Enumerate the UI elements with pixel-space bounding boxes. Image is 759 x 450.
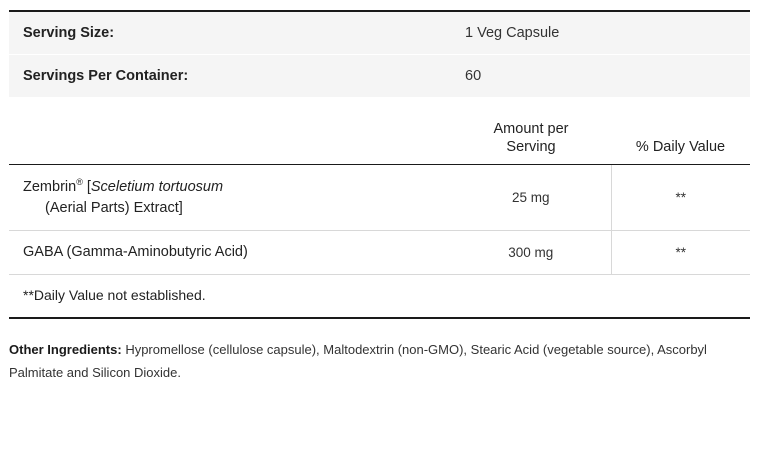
ingredient-name-text: GABA (Gamma-Aminobutyric Acid) (23, 244, 248, 261)
serving-size-label: Serving Size: (9, 12, 451, 55)
ingredient-name-line2: (Aerial Parts) Extract] (45, 200, 183, 217)
ingredient-daily-value: ** (611, 231, 750, 275)
other-ingredients (9, 339, 744, 385)
supplement-facts-panel (0, 10, 759, 385)
table-row (9, 165, 750, 231)
amount-header-line2: Serving (506, 139, 556, 156)
serving-size-value: 1 Veg Capsule (451, 12, 750, 55)
registered-mark: ® (76, 177, 83, 188)
servings-per-container-value: 60 (451, 55, 750, 98)
ingredient-name-text: Zembrin (23, 179, 77, 196)
ingredient-name (9, 165, 451, 231)
table-row (9, 231, 750, 275)
other-ingredients-text: Hypromellose (cellulose capsule), Maltodextrin (non-GMO), Stearic Acid (vegetable source), Ascorbyl Palmitate and Silicon Dioxide. (9, 342, 707, 380)
table-row (9, 55, 750, 98)
ingredient-amount: 25 mg (451, 165, 611, 231)
bottom-divider (9, 317, 750, 319)
amount-per-serving-header (451, 120, 611, 165)
column-header-row (9, 120, 750, 165)
section-spacer (9, 98, 750, 121)
servings-per-container-label: Servings Per Container: (9, 55, 451, 98)
ingredient-column-header (9, 120, 451, 165)
ingredient-bracket: [ (82, 179, 91, 196)
ingredient-latin-name: Sceletium tortuosum (90, 179, 224, 196)
ingredient-daily-value: ** (611, 165, 750, 231)
ingredient-name (9, 231, 451, 275)
table-row (9, 12, 750, 55)
ingredient-amount: 300 mg (451, 231, 611, 275)
daily-value-footnote-row (9, 275, 750, 318)
daily-value-footnote: **Daily Value not established. (9, 275, 750, 318)
other-ingredients-label: Other Ingredients: (9, 342, 122, 358)
daily-value-header: % Daily Value (635, 139, 726, 156)
supplement-facts-table (9, 12, 750, 317)
amount-header-line1: Amount per (493, 121, 569, 137)
